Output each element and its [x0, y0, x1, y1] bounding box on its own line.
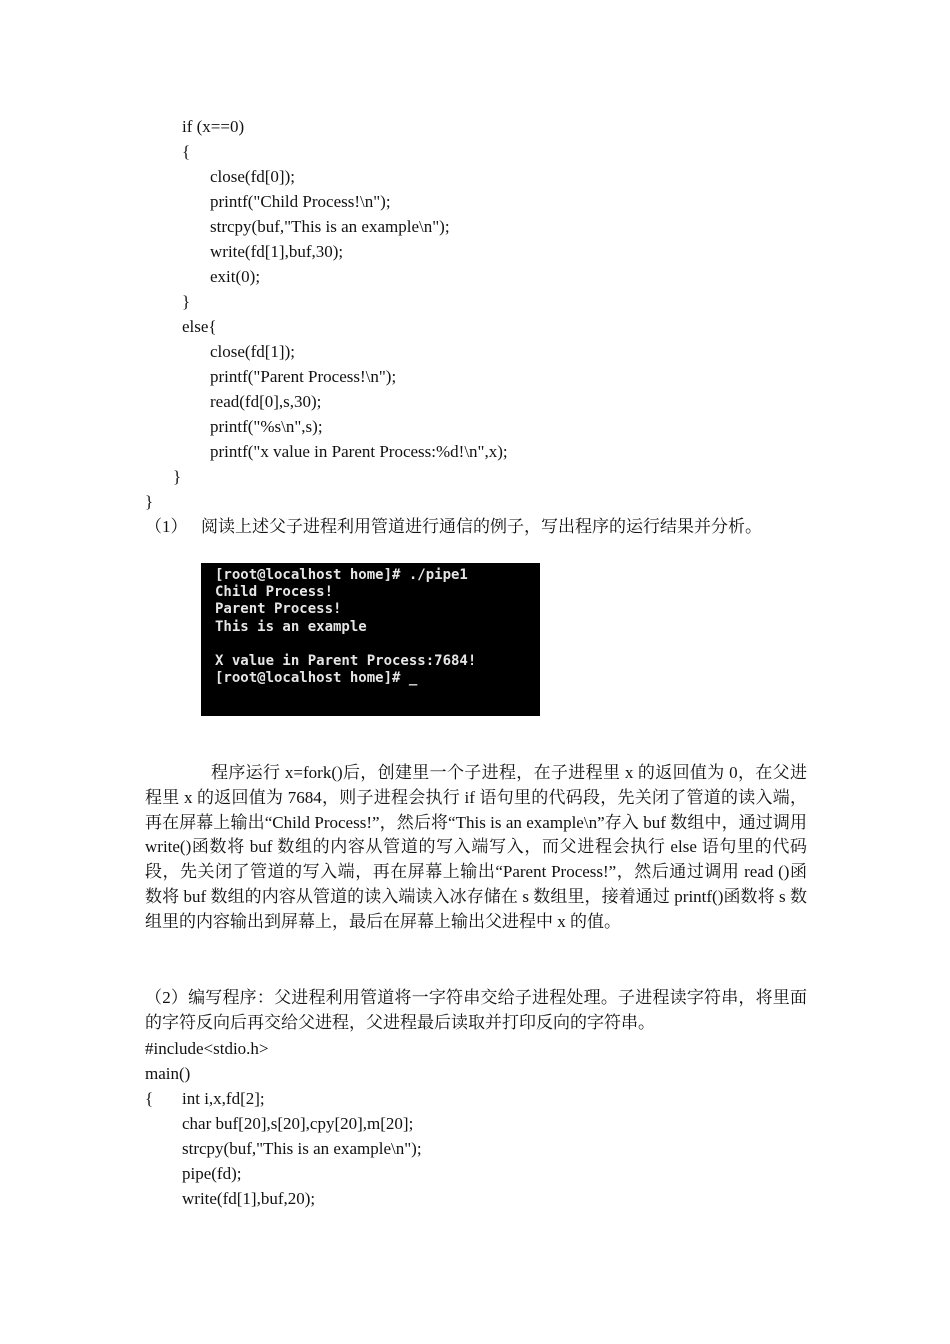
code-line: write(fd[1],buf,30);: [210, 242, 344, 261]
code-line: }: [173, 467, 182, 486]
code-line: char buf[20],s[20],cpy[20],m[20];: [182, 1114, 414, 1133]
code-line: printf("Child Process!\n");: [210, 192, 391, 211]
code-line: {: [182, 142, 191, 161]
question-2-text: （2）编写程序：父进程利用管道将一字符串交给子进程处理。子进程读字符串，将里面的字符反向后再交给父进程，父进程最后读取并打印反向的字符串。: [145, 988, 807, 1032]
code-line: {: [145, 1089, 154, 1108]
terminal-line: Parent Process!: [215, 601, 342, 618]
code-line: exit(0);: [210, 267, 261, 286]
question-1-text: 阅读上述父子进程利用管道进行通信的例子，写出程序的运行结果并分析。: [201, 517, 762, 536]
code-line: close(fd[0]);: [210, 167, 295, 186]
code-line: printf("%s\n",s);: [210, 417, 323, 436]
code-line: int i,x,fd[2];: [182, 1089, 265, 1108]
analysis-paragraph: 程序运行 x=fork()后，创建里一个子进程，在子进程里 x 的返回值为 0，在父进程里 x 的返回值为 7684，则子进程会执行 if 语句里的代码段，先关闭了管道的读入端，再在屏幕上输出“Child Process!”，然后将“This is an example\n”存入 buf 数组中，通过调用 write()函数将 buf 数组的内容从管道的写入端写入，而父进程会执行 else 语句里的代码段，先关闭了管道的写入端，再在屏幕上输出“Parent Process!”，然后通过调用 read ()函数将 buf 数组的内容从管道的读入端读入冰存储在 s 数组里，接着通过 printf()函数将 s 数组里的内容输出到屏幕上，最后在屏幕上输出父进程中 x 的值。: [145, 763, 807, 931]
code-line: if (x==0): [182, 117, 245, 136]
terminal-output-image: [201, 563, 540, 716]
code-line: read(fd[0],s,30);: [210, 392, 322, 411]
code-line: close(fd[1]);: [210, 342, 295, 361]
code-line: #include<stdio.h>: [145, 1039, 269, 1058]
code-line: strcpy(buf,"This is an example\n");: [182, 1139, 422, 1158]
terminal-line: Child Process!: [215, 584, 334, 601]
terminal-line: [215, 636, 540, 653]
code-line: }: [145, 492, 154, 511]
terminal-line: [root@localhost home]# _: [215, 670, 418, 687]
code-line: pipe(fd);: [182, 1164, 242, 1183]
code-line: printf("Parent Process!\n");: [210, 367, 397, 386]
code-line: strcpy(buf,"This is an example\n");: [210, 217, 450, 236]
terminal-line: X value in Parent Process:7684!: [215, 652, 477, 669]
question-1-number: （1）: [145, 517, 188, 536]
code-line: printf("x value in Parent Process:%d!\n",x);: [210, 442, 508, 461]
code-line: write(fd[1],buf,20);: [182, 1189, 316, 1208]
code-line: }: [182, 292, 191, 311]
terminal-line: This is an example: [215, 618, 367, 635]
terminal-line: [root@localhost home]# ./pipe1: [215, 567, 468, 583]
code-line: else{: [182, 317, 217, 336]
code-line: main(): [145, 1064, 191, 1083]
